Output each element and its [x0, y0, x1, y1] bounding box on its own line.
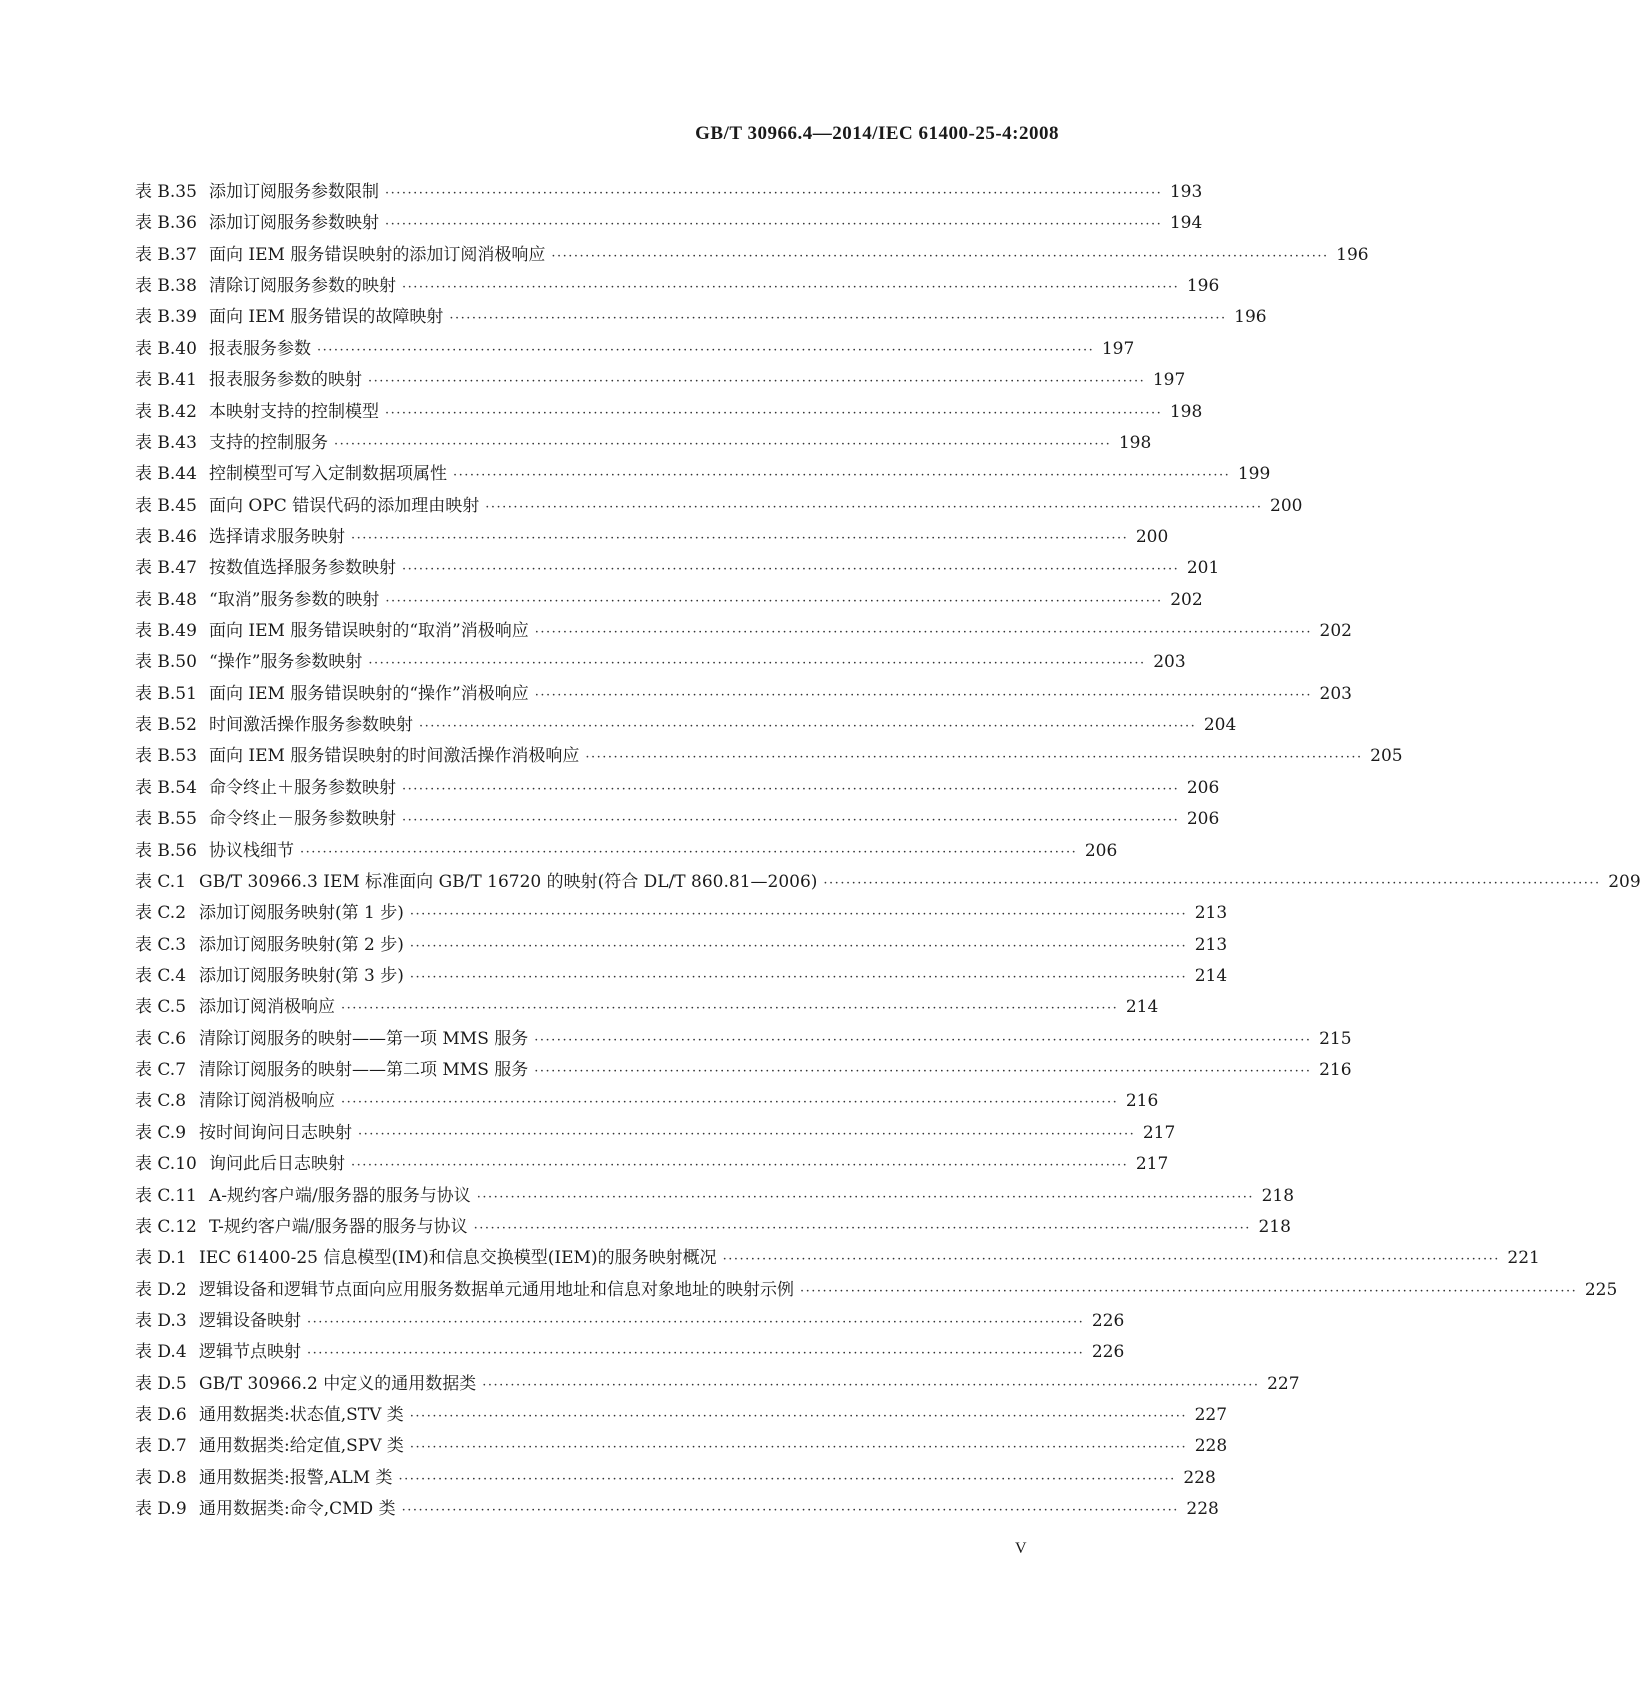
toc-entry-title: 添加订阅服务映射(第 1 步) [199, 903, 404, 924]
toc-leader-dots [307, 1315, 1084, 1330]
table-of-contents [135, 177, 1641, 1525]
toc-leader-dots [385, 406, 1162, 421]
toc-entry[interactable] [135, 804, 1220, 835]
toc-leader-dots [402, 280, 1179, 295]
toc-entry[interactable] [135, 491, 1303, 522]
toc-entry-number: 表 B.51 [135, 683, 197, 704]
toc-entry-number: 表 B.37 [135, 244, 197, 265]
toc-entry-page: 205 [1370, 746, 1403, 767]
toc-entry[interactable] [135, 334, 1135, 365]
toc-entry[interactable] [135, 1243, 1540, 1274]
toc-entry-page: 217 [1142, 1122, 1176, 1143]
toc-entry-number: 表 B.44 [135, 464, 197, 485]
toc-entry-title: 清除订阅服务参数的映射 [209, 276, 396, 297]
toc-entry-title: “操作”服务参数映射 [209, 652, 363, 673]
toc-leader-dots [419, 719, 1196, 734]
toc-entry-page: 228 [1183, 1467, 1216, 1488]
toc-entry[interactable] [135, 522, 1169, 553]
toc-leader-dots [410, 1409, 1187, 1424]
toc-entry-title: 面向 IEM 服务错误映射的“操作”消极响应 [209, 683, 529, 704]
toc-entry-number: 表 B.41 [135, 370, 197, 391]
toc-entry[interactable] [135, 240, 1369, 271]
toc-entry-number: 表 D.8 [135, 1467, 187, 1488]
toc-entry-title: 通用数据类:给定值,SPV 类 [199, 1436, 404, 1457]
toc-entry-page: 227 [1267, 1373, 1300, 1394]
toc-leader-dots [800, 1284, 1577, 1299]
toc-leader-dots [551, 249, 1328, 264]
toc-entry-title: 添加订阅服务参数限制 [209, 182, 379, 202]
toc-entry-page: 199 [1237, 464, 1271, 485]
toc-entry-number: 表 B.48 [135, 589, 197, 610]
toc-leader-dots [453, 468, 1230, 483]
toc-entry-number: 表 C.12 [135, 1216, 197, 1237]
toc-entry[interactable] [135, 867, 1641, 898]
toc-entry-page: 213 [1194, 903, 1228, 924]
toc-entry-number: 表 B.53 [135, 746, 197, 767]
toc-entry[interactable] [135, 397, 1203, 428]
toc-entry[interactable] [135, 1024, 1352, 1055]
toc-leader-dots [402, 562, 1179, 577]
toc-entry-page: 203 [1319, 683, 1352, 704]
toc-entry-title: 清除订阅消极响应 [199, 1091, 335, 1112]
toc-entry-number: 表 B.45 [135, 495, 197, 516]
toc-entry[interactable] [135, 679, 1352, 710]
toc-leader-dots [410, 907, 1187, 922]
toc-entry-number: 表 B.40 [135, 338, 197, 359]
toc-entry-page: 216 [1125, 1091, 1159, 1112]
toc-leader-dots [723, 1252, 1500, 1267]
toc-entry[interactable] [135, 428, 1152, 459]
toc-entry-page: 218 [1258, 1216, 1291, 1237]
toc-entry-number: 表 C.1 [135, 871, 187, 892]
toc-entry-page: 228 [1186, 1499, 1219, 1520]
toc-entry-page: 215 [1319, 1028, 1352, 1049]
toc-entry-page: 200 [1270, 495, 1303, 516]
toc-leader-dots [334, 437, 1111, 452]
toc-entry-number: 表 B.56 [135, 840, 197, 861]
toc-entry-page: 197 [1101, 338, 1135, 359]
toc-entry-page: 196 [1234, 307, 1267, 328]
toc-entry-page: 198 [1169, 401, 1203, 422]
toc-leader-dots [823, 876, 1600, 891]
toc-entry-title: 报表服务参数的映射 [209, 370, 362, 391]
toc-leader-dots [368, 374, 1145, 389]
toc-entry-number: 表 D.7 [135, 1436, 187, 1457]
toc-leader-dots [535, 625, 1312, 640]
toc-leader-dots [534, 1033, 1311, 1048]
toc-entry[interactable] [135, 1369, 1300, 1400]
toc-entry-page: 218 [1261, 1185, 1295, 1206]
toc-entry-number: 表 C.2 [135, 903, 187, 924]
toc-entry-title: IEC 61400-25 信息模型(IM)和信息交换模型(IEM)的服务映射概况 [199, 1248, 717, 1269]
toc-entry[interactable] [135, 208, 1203, 239]
toc-entry-title: GB/T 30966.2 中定义的通用数据类 [199, 1373, 477, 1394]
toc-entry-title: 逻辑节点映射 [199, 1342, 301, 1363]
toc-entry[interactable] [135, 302, 1267, 333]
toc-entry[interactable] [135, 836, 1118, 867]
toc-entry-number: 表 D.2 [135, 1279, 187, 1300]
toc-entry-title: 按数值选择服务参数映射 [209, 558, 396, 579]
toc-entry-number: 表 B.36 [135, 213, 197, 234]
toc-entry[interactable] [135, 1306, 1125, 1337]
toc-entry[interactable] [135, 616, 1352, 647]
toc-entry-number: 表 C.9 [135, 1122, 187, 1143]
toc-entry-page: 213 [1194, 934, 1228, 955]
toc-entry-title: 本映射支持的控制模型 [209, 401, 379, 422]
toc-entry-title: 面向 OPC 错误代码的添加理由映射 [209, 495, 480, 516]
toc-entry-page: 227 [1194, 1405, 1228, 1426]
toc-entry[interactable] [135, 992, 1159, 1023]
toc-entry-title: 清除订阅服务的映射——第二项 MMS 服务 [199, 1060, 529, 1081]
toc-entry[interactable] [135, 1400, 1228, 1431]
toc-leader-dots [402, 782, 1179, 797]
toc-entry-title: 控制模型可写入定制数据项属性 [209, 464, 447, 485]
toc-entry-title: 清除订阅服务的映射——第一项 MMS 服务 [199, 1028, 529, 1049]
toc-leader-dots [385, 186, 1162, 201]
toc-entry-number: 表 D.5 [135, 1373, 187, 1394]
toc-leader-dots [351, 1158, 1128, 1173]
toc-leader-dots [341, 1001, 1118, 1016]
toc-entry-number: 表 B.49 [135, 621, 197, 642]
toc-entry-title: 时间激活操作服务参数映射 [209, 715, 413, 736]
toc-leader-dots [535, 688, 1312, 703]
toc-leader-dots [385, 594, 1162, 609]
toc-entry-page: 201 [1186, 558, 1220, 579]
toc-leader-dots [358, 1127, 1135, 1142]
toc-entry-number: 表 C.7 [135, 1060, 187, 1081]
toc-entry-number: 表 D.6 [135, 1405, 187, 1426]
toc-leader-dots [402, 813, 1179, 828]
toc-leader-dots [482, 1378, 1259, 1393]
toc-entry-page: 225 [1584, 1279, 1618, 1300]
toc-leader-dots [534, 1064, 1311, 1079]
toc-entry-title: 命令终止－服务参数映射 [209, 809, 396, 830]
toc-entry-title: 支持的控制服务 [209, 432, 328, 453]
toc-leader-dots [402, 1503, 1179, 1518]
toc-entry[interactable] [135, 1275, 1618, 1306]
toc-entry-number: 表 C.6 [135, 1028, 187, 1049]
toc-entry-page: 221 [1507, 1248, 1540, 1269]
toc-entry[interactable] [135, 647, 1186, 678]
toc-leader-dots [399, 1472, 1176, 1487]
toc-leader-dots [410, 1440, 1187, 1455]
toc-entry-title: 添加订阅消极响应 [199, 997, 335, 1018]
toc-entry[interactable] [135, 1149, 1169, 1180]
toc-entry[interactable] [135, 741, 1403, 772]
toc-entry-number: 表 C.3 [135, 934, 187, 955]
toc-entry-number: 表 C.8 [135, 1091, 187, 1112]
toc-entry-title: 面向 IEM 服务错误映射的“取消”消极响应 [209, 621, 529, 642]
toc-entry-page: 206 [1084, 840, 1118, 861]
toc-entry[interactable] [135, 898, 1228, 929]
toc-leader-dots [449, 311, 1226, 326]
toc-entry-page: 217 [1135, 1154, 1169, 1175]
toc-entry[interactable] [135, 961, 1228, 992]
toc-entry-page: 214 [1125, 997, 1159, 1018]
toc-entry-number: 表 B.50 [135, 652, 197, 673]
toc-entry[interactable] [135, 1212, 1291, 1243]
toc-entry-title: 按时间询问日志映射 [199, 1122, 352, 1143]
toc-entry-number: 表 D.9 [135, 1499, 187, 1520]
toc-leader-dots [585, 750, 1362, 765]
toc-entry[interactable] [135, 1431, 1228, 1462]
toc-entry[interactable] [135, 1118, 1176, 1149]
toc-leader-dots [410, 970, 1187, 985]
toc-entry-number: 表 B.39 [135, 307, 197, 328]
toc-entry-page: 202 [1319, 621, 1352, 642]
toc-entry-number: 表 B.35 [135, 182, 197, 202]
toc-entry-title: 添加订阅服务参数映射 [209, 213, 379, 234]
page-number: V [1015, 1540, 1027, 1557]
toc-entry[interactable] [135, 1337, 1125, 1368]
toc-entry-title: 面向 IEM 服务错误映射的添加订阅消极响应 [209, 244, 546, 265]
toc-entry-page: 228 [1194, 1436, 1228, 1457]
toc-entry[interactable] [135, 1494, 1219, 1525]
toc-entry-page: 196 [1336, 244, 1369, 265]
toc-entry-title: 面向 IEM 服务错误映射的时间激活操作消极响应 [209, 746, 580, 767]
toc-entry-page: 198 [1118, 432, 1152, 453]
toc-entry-page: 194 [1169, 213, 1203, 234]
toc-entry-title: 询问此后日志映射 [209, 1154, 345, 1175]
toc-entry-page: 193 [1169, 182, 1203, 202]
toc-entry-number: 表 B.46 [135, 526, 197, 547]
toc-entry-title: 逻辑设备和逻辑节点面向应用服务数据单元通用地址和信息对象地址的映射示例 [199, 1279, 794, 1300]
toc-entry-title: 选择请求服务映射 [209, 526, 345, 547]
toc-entry-number: 表 B.43 [135, 432, 197, 453]
toc-leader-dots [317, 343, 1094, 358]
toc-entry[interactable] [135, 1055, 1352, 1086]
toc-entry-title: 通用数据类:报警,ALM 类 [199, 1467, 393, 1488]
toc-entry-number: 表 C.4 [135, 965, 187, 986]
toc-entry-title: 报表服务参数 [209, 338, 311, 359]
toc-entry-title: 通用数据类:命令,CMD 类 [199, 1499, 396, 1520]
toc-leader-dots [300, 845, 1077, 860]
toc-entry-title: 通用数据类:状态值,STV 类 [199, 1405, 404, 1426]
toc-entry-number: 表 B.55 [135, 809, 197, 830]
toc-entry[interactable] [135, 930, 1228, 961]
toc-entry[interactable] [135, 773, 1220, 804]
toc-leader-dots [410, 939, 1187, 954]
toc-leader-dots [385, 217, 1162, 232]
toc-entry-title: 命令终止＋服务参数映射 [209, 777, 396, 798]
toc-leader-dots [474, 1221, 1251, 1236]
toc-entry[interactable] [135, 365, 1186, 396]
toc-entry-page: 200 [1135, 526, 1169, 547]
toc-entry-number: 表 B.38 [135, 276, 197, 297]
toc-entry-title: GB/T 30966.3 IEM 标准面向 GB/T 16720 的映射(符合 DL/T 860.81—2006) [199, 871, 818, 892]
toc-entry[interactable] [135, 177, 1203, 208]
toc-leader-dots [307, 1346, 1084, 1361]
toc-entry-page: 226 [1091, 1310, 1125, 1331]
toc-entry[interactable] [135, 710, 1237, 741]
toc-entry-title: 协议栈细节 [209, 840, 294, 861]
toc-entry[interactable] [135, 1086, 1159, 1117]
toc-entry-title: 面向 IEM 服务错误的故障映射 [209, 307, 444, 328]
toc-entry-title: 添加订阅服务映射(第 2 步) [199, 934, 404, 955]
toc-entry-number: 表 D.3 [135, 1310, 187, 1331]
toc-entry-page: 206 [1186, 809, 1220, 830]
toc-entry-number: 表 C.11 [135, 1185, 197, 1206]
toc-entry-title: 添加订阅服务映射(第 3 步) [199, 965, 404, 986]
toc-entry-page: 204 [1203, 715, 1237, 736]
toc-entry-title: T-规约客户端/服务器的服务与协议 [209, 1216, 468, 1237]
toc-entry[interactable] [135, 271, 1220, 302]
toc-entry-number: 表 B.47 [135, 558, 197, 579]
toc-entry-page: 209 [1608, 871, 1641, 892]
toc-entry-page: 196 [1186, 276, 1220, 297]
toc-entry[interactable] [135, 1181, 1295, 1212]
toc-leader-dots [477, 1190, 1254, 1205]
toc-entry[interactable] [135, 459, 1271, 490]
toc-entry-page: 226 [1091, 1342, 1125, 1363]
document-header: GB/T 30966.4—2014/IEC 61400-25-4:2008 [695, 123, 1059, 144]
toc-entry[interactable] [135, 553, 1220, 584]
toc-entry-number: 表 D.4 [135, 1342, 187, 1363]
toc-leader-dots [368, 656, 1145, 671]
toc-entry-title: A-规约客户端/服务器的服务与协议 [209, 1185, 471, 1206]
toc-entry-title: “取消”服务参数的映射 [209, 589, 380, 610]
toc-leader-dots [485, 500, 1262, 515]
toc-entry-page: 197 [1152, 370, 1186, 391]
toc-entry-title: 逻辑设备映射 [199, 1310, 301, 1331]
toc-leader-dots [341, 1095, 1118, 1110]
toc-entry-number: 表 C.10 [135, 1154, 197, 1175]
toc-entry-number: 表 B.42 [135, 401, 197, 422]
toc-entry-page: 216 [1319, 1060, 1352, 1081]
toc-entry-page: 206 [1186, 777, 1220, 798]
toc-entry-number: 表 D.1 [135, 1248, 187, 1269]
toc-entry-page: 202 [1170, 589, 1203, 610]
toc-entry-page: 214 [1194, 965, 1228, 986]
toc-entry[interactable] [135, 585, 1203, 616]
toc-entry[interactable] [135, 1463, 1216, 1494]
toc-entry-number: 表 B.52 [135, 715, 197, 736]
toc-entry-number: 表 B.54 [135, 777, 197, 798]
toc-entry-number: 表 C.5 [135, 997, 187, 1018]
toc-entry-page: 203 [1153, 652, 1186, 673]
toc-leader-dots [351, 531, 1128, 546]
